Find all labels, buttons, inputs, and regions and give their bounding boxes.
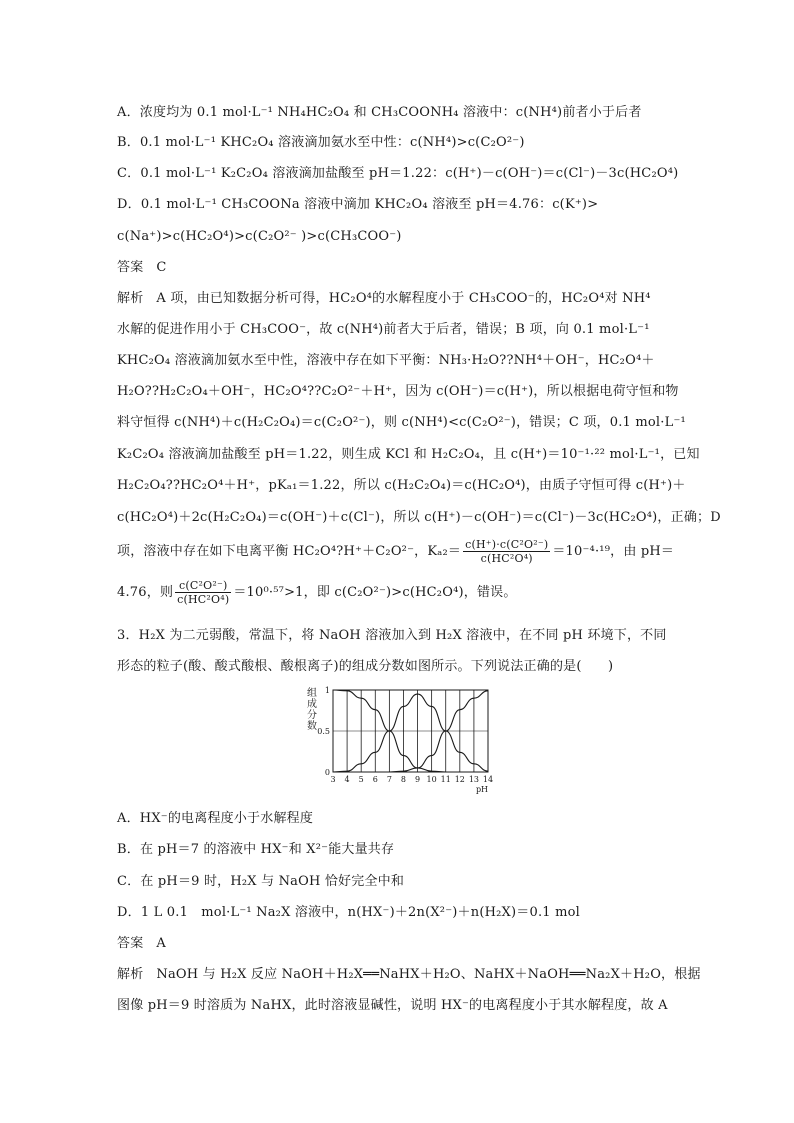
option-d-q2-line1: D．0.1 mol·L⁻¹ CH₃COONa 溶液中滴加 KHC₂O₄ 溶液至 pH＝4.76：c(K⁺)> [117, 197, 599, 212]
series-curve-3 [389, 691, 488, 772]
answer-value: A [156, 936, 166, 951]
y-axis-label-char: 分 [307, 710, 317, 721]
analysis-label: 解析 [117, 967, 144, 982]
x-tick-label: 4 [344, 775, 350, 784]
analysis-q2-line10-text: 4.76，则 [117, 585, 174, 600]
ka2-numerator: c(H⁺)·c(C²O²⁻) [465, 538, 549, 551]
question3-line2: 形态的粒子(酸、酸式酸根、酸根离子)的组成分数如图所示。下列说法正确的是( ) [117, 659, 614, 674]
option-d-q2-line2: c(Na⁺)>c(HC₂O⁴)>c(C₂O²⁻ )>c(CH₃COO⁻) [117, 229, 402, 244]
ratio-numerator: c(C²O²⁻) [175, 579, 231, 593]
analysis-q2-line9-tail: ＝10⁻⁴·¹⁹，由 pH＝ [552, 544, 675, 559]
analysis-q2-line8: c(HC₂O⁴)＋2c(H₂C₂O₄)＝c(OH⁻)＋c(Cl⁻)，所以 c(H⁺)－c(OH⁻)＝c(Cl⁻)－3c(HC₂O⁴)，正确；D [117, 510, 721, 525]
y-axis-label-char: 组 [307, 688, 317, 699]
analysis-q2-line10-tail: ＝10⁰·⁵⁷>1，即 c(C₂O²⁻)>c(HC₂O⁴)，错误。 [233, 585, 517, 600]
option-a-q2: A．浓度均为 0.1 mol·L⁻¹ NH₄HC₂O₄ 和 CH₃COONH₄ 溶液中：c(NH⁴)前者小于后者 [117, 105, 642, 120]
x-tick-label: 12 [454, 775, 465, 784]
question3-line1: 3．H₂X 为二元弱酸，常温下，将 NaOH 溶液加入到 H₂X 溶液中，在不同 pH 环境下，不同 [117, 628, 667, 643]
ka2-denominator: c(HC²O⁴) [480, 552, 533, 565]
chart-svg [300, 684, 500, 799]
analysis-q3-line1 [117, 966, 701, 984]
analysis-text: A 项，由已知数据分析可得，HC₂O⁴的水解程度小于 CH₃COO⁻的，HC₂O⁴对 NH⁴ [156, 291, 651, 306]
analysis-q2-line2: 水解的促进作用小于 CH₃COO⁻，故 c(NH⁴)前者大于后者，错误；B 项，向 0.1 mol·L⁻¹ [117, 322, 650, 337]
x-tick-label: 10 [426, 775, 437, 784]
analysis-q2-line1 [117, 290, 679, 308]
analysis-q2-line9-text: 项，溶液中存在如下电离平衡 HC₂O⁴?H⁺＋C₂O²⁻，Kₐ₂＝ [117, 544, 462, 559]
answer-label: 答案 [117, 260, 144, 275]
x-tick-label: 9 [414, 775, 421, 784]
analysis-q2-line5: 料守恒得 c(NH⁴)＋c(H₂C₂O₄)＝c(C₂O²⁻)，则 c(NH⁴)<c(C₂O²⁻)，错误；C 项，0.1 mol·L⁻¹ [117, 415, 686, 430]
analysis-q2-line6: K₂C₂O₄ 溶液滴加盐酸至 pH＝1.22，则生成 KCl 和 H₂C₂O₄，且 c(H⁺)＝10⁻¹·²² mol·L⁻¹，已知 [117, 447, 700, 462]
option-a-q3: A．HX⁻的电离程度小于水解程度 [117, 811, 314, 826]
option-b-q3: B．在 pH＝7 的溶液中 HX⁻和 X²⁻能大量共存 [117, 842, 395, 857]
y-axis-label-char: 数 [307, 721, 317, 732]
analysis-q3-line2: 图像 pH＝9 时溶质为 NaHX，此时溶液显碱性，说明 HX⁻的电离程度小于其水解程度，故 A [117, 998, 668, 1013]
y-tick-label: 0.5 [317, 727, 330, 736]
ratio-fraction [175, 579, 231, 606]
analysis-q2-line10 [117, 579, 679, 606]
x-tick-label: 8 [400, 775, 407, 784]
answer-value: C [156, 260, 167, 275]
analysis-q2-line9 [117, 538, 679, 565]
x-tick-label: 5 [358, 775, 364, 784]
analysis-q2-line4: H₂O??H₂C₂O₄＋OH⁻，HC₂O⁴??C₂O²⁻＋H⁺，因为 c(OH⁻)＝c(H⁺)，所以根据电荷守恒和物 [117, 384, 679, 399]
ratio-denominator: c(HC²O⁴) [177, 593, 230, 606]
ka2-fraction [463, 538, 550, 565]
answer-q2 [117, 259, 679, 277]
y-tick-label: 0 [324, 768, 330, 777]
x-tick-label: 13 [468, 775, 480, 784]
x-tick-label: 11 [440, 775, 451, 784]
option-c-q3: C．在 pH＝9 时，H₂X 与 NaOH 恰好完全中和 [117, 874, 405, 889]
option-d-q3: D．1 L 0.1 mol·L⁻¹ Na₂X 溶液中，n(HX⁻)＋2n(X²⁻)＋n(H₂X)＝0.1 mol [117, 905, 580, 920]
answer-label: 答案 [117, 936, 144, 951]
x-tick-label: 14 [482, 775, 494, 784]
x-axis-label: pH [475, 785, 489, 794]
series-curve-2 [333, 694, 488, 772]
x-tick-label: 3 [330, 775, 336, 784]
composition-fraction-chart [300, 684, 500, 799]
analysis-text: NaOH 与 H₂X 反应 NaOH＋H₂X══NaHX＋H₂O、NaHX＋NaOH══Na₂X＋H₂O，根据 [156, 967, 701, 982]
analysis-q2-line7: H₂C₂O₄??HC₂O⁴＋H⁺，pKₐ₁＝1.22，所以 c(H₂C₂O₄)＝c(HC₂O⁴)，由质子守恒可得 c(H⁺)＋ [117, 478, 686, 493]
option-c-q2: C．0.1 mol·L⁻¹ K₂C₂O₄ 溶液滴加盐酸至 pH＝1.22：c(H⁺)－c(OH⁻)＝c(Cl⁻)－3c(HC₂O⁴) [117, 166, 679, 181]
analysis-q2-line3: KHC₂O₄ 溶液滴加氨水至中性，溶液中存在如下平衡：NH₃·H₂O??NH⁴＋OH⁻，HC₂O⁴＋ [117, 353, 655, 368]
y-axis-label-char: 成 [307, 699, 317, 710]
answer-q3 [117, 935, 679, 953]
option-b-q2: B．0.1 mol·L⁻¹ KHC₂O₄ 溶液滴加氨水至中性：c(NH⁴)>c(C₂O²⁻) [117, 135, 525, 150]
x-tick-label: 6 [372, 775, 378, 784]
y-tick-label: 1 [324, 686, 330, 695]
analysis-label: 解析 [117, 291, 144, 306]
x-tick-label: 7 [386, 775, 392, 784]
